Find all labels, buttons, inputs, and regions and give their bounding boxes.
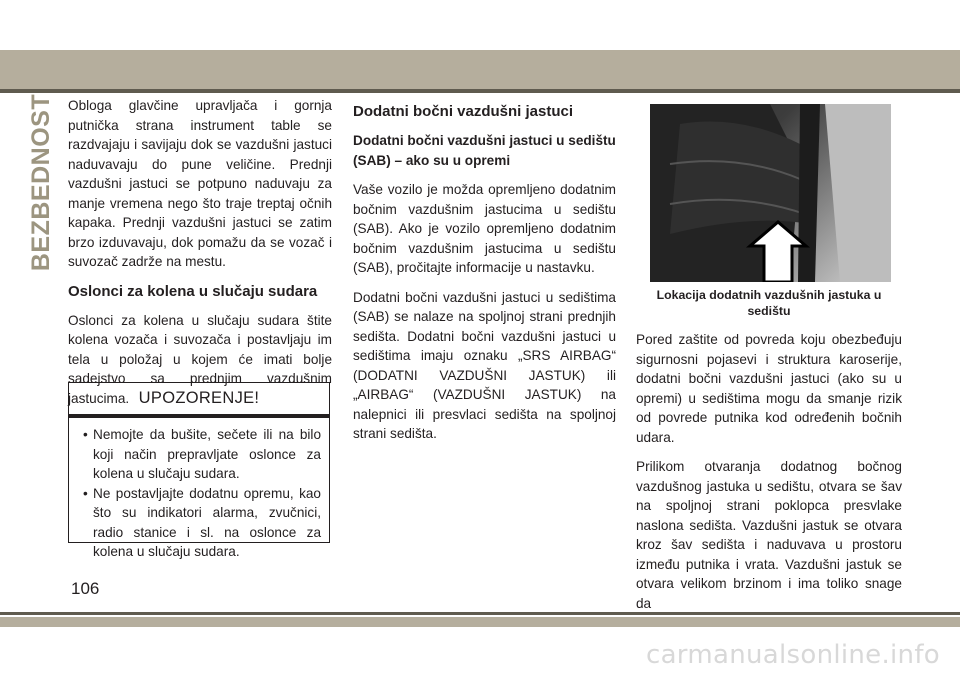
page-number: 106 [71,579,100,598]
paragraph: Dodatni bočni vazdušni jastuci u sedištima (SAB) se nalaze na spoljnoj strani prednjih sedišta. Dodatni bočni vazdušni jastuci u sedištima imaju oznaku „SRS AIRBAG“ (DODATNI VAZDUŠNI JASTUK) ili „AIRBAG“ (VAZDUŠNI JASTUK) na nalepnici ili presvlaci sedišta na spoljnoj strani sedišta. [353,289,616,441]
seat-bolster-shape [670,122,810,235]
paragraph: Oslonci za kolena u slučaju sudara štite kolena vozača i suvozača i postavljaju im tela u položaj u kojem će imati bolje sadejstvo sa prednjim vazdušnim jastucima. [68,312,332,406]
warning-item: • Ne postavljajte dodatnu opremu, kao što su indikatori alarma, zvučnici, radio stanice i sl. na oslonce za kolena u slučaju sudara. [79,484,321,562]
warning-title-rule [69,414,329,418]
footer-rule [0,612,960,615]
warning-title: UPOZORENJE! [138,389,260,407]
footer-band [0,617,960,627]
text-column-1 [68,96,332,418]
section-heading-knee-bolsters: Oslonci za kolena u slučaju sudara [68,282,318,300]
paragraph: Vaše vozilo je možda opremljeno dodatnim bočnim vazdušnim jastucima u sedištu (SAB). Ako je vozilo opremljeno dodatnim bočnim vazdušnim jastucima u sedištu (SAB), pročitajte informacije u nastavku. [353,182,616,275]
watermark: carmanualsonline.info [645,640,940,670]
figure-caption: Lokacija dodatnih vazdušnih jastuka u sedištu [656,288,882,318]
section-side-label [22,93,62,271]
header-band [0,50,960,89]
text-column-3 [636,330,902,623]
paragraph: Obloga glavčine upravljača i gornja putnička strana instrument table se razdvajaju i savijaju dok se vazdušni jastuci naduvavaju do pune veličine. Prednji vazdušni jastuci se potpuno naduvaju za manje vremena nego što traje treptaj očnih kapaka. Prednji vazdušni jastuci se zatim brzo izduvavaju, dok pomažu da se vozač i suvozač zadrže na mestu. [68,98,332,269]
window-area [825,104,891,282]
section-heading-side-airbags: Dodatni bočni vazdušni jastuci [353,103,574,120]
warning-item: • Nemojte da bušite, sečete ili na bilo koji način prepravljate oslonce za kolena u slučaju sudara. [79,425,321,484]
header-rule [0,89,960,93]
paragraph: Prilikom otvaranja dodatnog bočnog vazdušnog jastuka u sedištu, otvara se šav na spoljnoj strani poklopca presvlake naslona sedišta. Vazdušni jastuk se otvara kroz šav sedišta i naduvava u prostoru između putnika i vrata. Vazdušni jastuk se otvara velikom brzinom i ima toliko snage da [636,459,902,611]
paragraph: Pored zaštite od povreda koju obezbeđuju sigurnosni pojasevi i struktura karoserije, dodatni bočni vazdušni jastuci (ako su u opremi) u sedištima mogu da smanje rizik od povrede putnika kod određenih bočnih udara. [636,332,902,445]
seat-airbag-photo [650,104,891,282]
text-column-2 [353,96,616,454]
subheading-seat-airbags: Dodatni bočni vazdušni jastuci u sedištu (SAB) – ako su u opremi [353,133,616,168]
warning-box [68,382,330,559]
seat-belt-shape [798,104,820,282]
seat-photo-illustration [650,104,891,282]
warning-list [69,411,329,562]
section-side-label-text: BEZBEDNOST [27,93,56,271]
